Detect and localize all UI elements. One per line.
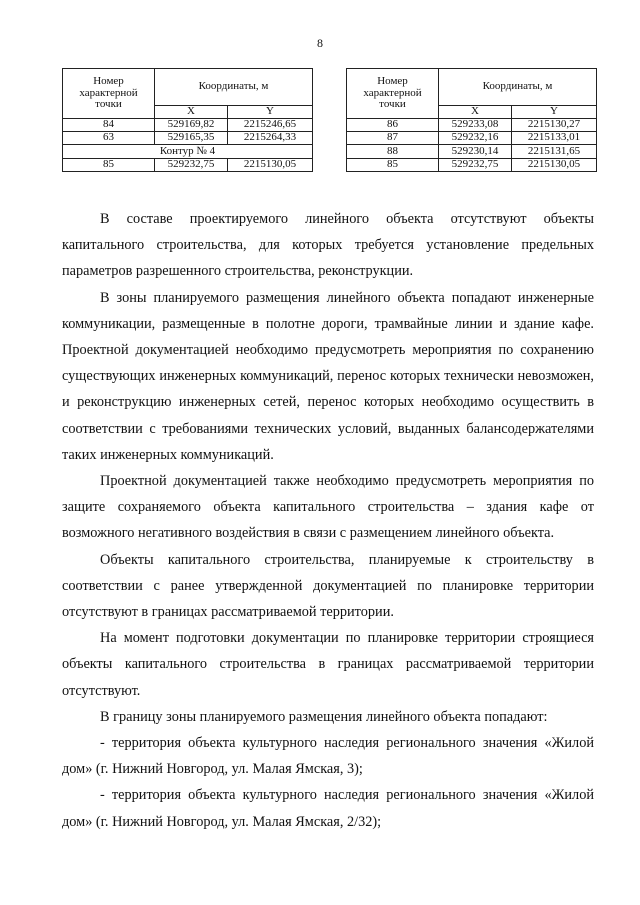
cell-y: 2215130,05 xyxy=(512,159,597,172)
cell-x: 529232,75 xyxy=(155,159,228,172)
paragraph: В границу зоны планируемого размещения линейного объекта попадают: xyxy=(100,708,548,725)
cell-y: 2215133,01 xyxy=(512,132,597,145)
table-row xyxy=(347,145,597,159)
paragraph: Проектной документацией также необходимо предусмотреть мероприятия по защите сохраняемого объекта капитального строительства – здания кафе от возможного негативного воздействия в связи с размещением линейного объекта. xyxy=(62,473,594,542)
cell-y: 2215264,33 xyxy=(228,132,313,145)
paragraph: На момент подготовки документации по планировке территории строящиеся объекты капитального строительства в границах рассматриваемой территории отсутствуют. xyxy=(62,630,594,699)
table-row xyxy=(347,119,597,132)
list-item: - территория объекта культурного наследия регионального значения «Жилой дом» (г. Нижний Новгород, ул. Малая Ямская, 3); xyxy=(62,735,594,778)
cell-x: 529233,08 xyxy=(439,119,512,132)
cell-x: 529232,16 xyxy=(439,132,512,145)
table-row xyxy=(63,119,313,132)
page-number: 8 xyxy=(317,36,323,50)
header-coordinates: Координаты, м xyxy=(155,69,313,106)
contour-row xyxy=(63,145,313,159)
header-y: Y xyxy=(512,106,597,119)
table-row xyxy=(63,132,313,145)
table-row xyxy=(347,132,597,145)
header-point-number: Номер характерной точки xyxy=(63,69,155,119)
header-point-number: Номер характерной точки xyxy=(347,69,439,119)
cell-y: 2215131,65 xyxy=(512,145,597,159)
list-item: - территория объекта культурного наследия регионального значения «Жилой дом» (г. Нижний Новгород, ул. Малая Ямская, 2/32); xyxy=(62,787,594,830)
contour-label: Контур № 4 xyxy=(63,145,313,159)
body-text xyxy=(62,206,594,835)
table-row xyxy=(347,159,597,172)
cell-point: 88 xyxy=(347,145,439,159)
table-row xyxy=(63,159,313,172)
cell-point: 84 xyxy=(63,119,155,132)
cell-point: 85 xyxy=(63,159,155,172)
cell-point: 63 xyxy=(63,132,155,145)
header-y: Y xyxy=(228,106,313,119)
cell-y: 2215246,65 xyxy=(228,119,313,132)
cell-x: 529230,14 xyxy=(439,145,512,159)
cell-x: 529169,82 xyxy=(155,119,228,132)
header-x: X xyxy=(439,106,512,119)
paragraph: Объекты капитального строительства, планируемые к строительству в соответствии с ранее утвержденной документацией по планировке территории отсутствуют в границах рассматриваемой территории. xyxy=(62,551,594,621)
cell-y: 2215130,05 xyxy=(228,159,313,172)
cell-point: 85 xyxy=(347,159,439,172)
coordinates-table-right xyxy=(346,68,597,172)
cell-point: 87 xyxy=(347,132,439,145)
coordinates-table-left xyxy=(62,68,313,172)
cell-x: 529232,75 xyxy=(439,159,512,172)
paragraph: В зоны планируемого размещения линейного объекта попадают инженерные коммуникации, размещенные в полотне дороги, трамвайные линии и здание кафе. Проектной документацией необходимо предусмотреть мероприятия по сохранению существующих инженерных коммуникаций, перенос которых технически невозможен, и реконструкцию инженерных сетей, перенос которых необходимо осуществить в соответствии с требованиями технических условий, выданных балансодержателями таких инженерных коммуникаций. xyxy=(62,289,594,463)
cell-point: 86 xyxy=(347,119,439,132)
header-coordinates: Координаты, м xyxy=(439,69,597,106)
header-x: X xyxy=(155,106,228,119)
cell-y: 2215130,27 xyxy=(512,119,597,132)
paragraph: В составе проектируемого линейного объекта отсутствуют объекты капитального строительства, для которых требуется установление предельных параметров разрешенного строительства, реконструкции. xyxy=(62,211,594,280)
cell-x: 529165,35 xyxy=(155,132,228,145)
